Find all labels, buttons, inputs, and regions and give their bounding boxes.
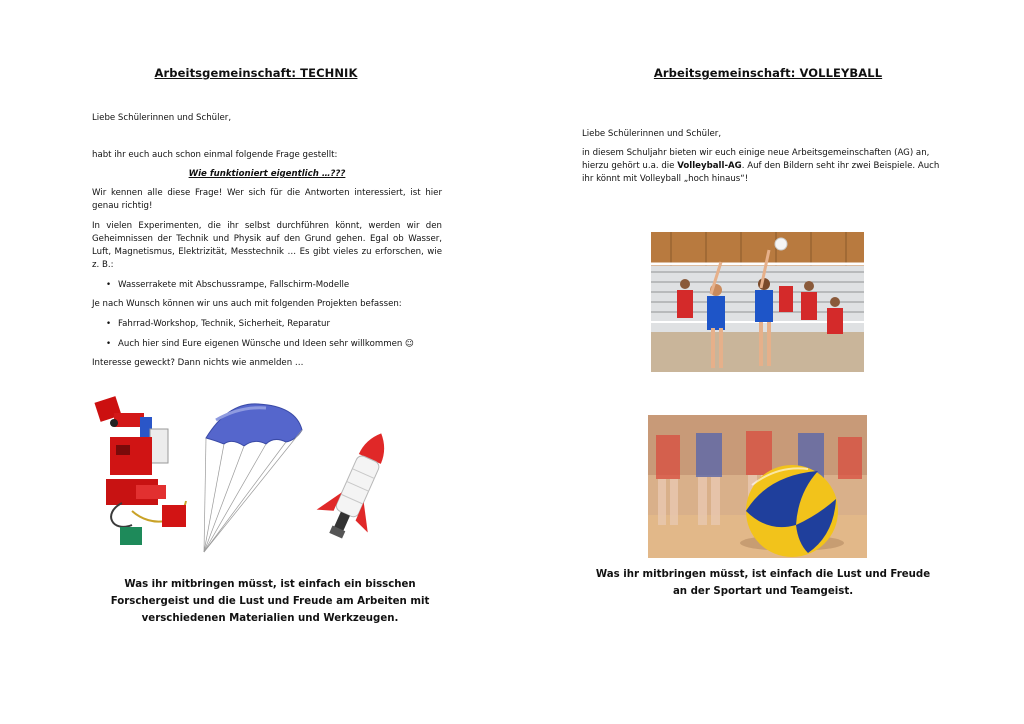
- volleyball-ag-name: Volleyball-AG: [677, 161, 742, 171]
- technik-closing-line: verschiedenen Materialien und Werkzeugen.: [141, 613, 399, 624]
- volleyball-para-pre: in diesem Schuljahr bieten wir euch einige neue Arbeitsgemeinschaften (AG) an, hierzu gehört u.a. die: [582, 148, 930, 171]
- technik-closing-line: Was ihr mitbringen müsst, ist einfach ein bisschen: [124, 579, 416, 590]
- volleyball-greeting: Liebe Schülerinnen und Schüler,: [582, 129, 722, 139]
- robot-image: [92, 393, 196, 553]
- volleyball-closing-line: an der Sportart und Teamgeist.: [672, 586, 854, 597]
- technik-para1: Wir kennen alle diese Frage! Wer sich für die Antworten interessiert, ist hier genau richtig!: [92, 188, 442, 211]
- volleyball-page: [512, 0, 1024, 724]
- technik-closing: [80, 576, 460, 627]
- technik-bullet: • Auch hier sind Eure eigenen Wünsche und Ideen sehr willkommen ☺: [92, 338, 442, 351]
- technik-para3: Je nach Wunsch können wir uns auch mit folgenden Projekten befassen:: [92, 299, 402, 309]
- technik-bullet: • Wasserrakete mit Abschussrampe, Fallschirm-Modelle: [92, 279, 442, 292]
- technik-para4: Interesse geweckt? Dann nichts wie anmelden …: [92, 358, 304, 368]
- volleyball-ball-photo: [648, 415, 867, 558]
- volleyball-action-photo: [651, 232, 864, 372]
- volleyball-paragraph: [582, 147, 940, 186]
- volleyball-body: [582, 128, 940, 186]
- technik-title: Arbeitsgemeinschaft: TECHNIK: [154, 66, 358, 80]
- rocket-image: [308, 424, 404, 556]
- parachute-image: [196, 400, 306, 556]
- technik-greeting: Liebe Schülerinnen und Schüler,: [92, 113, 232, 123]
- volleyball-closing: [578, 566, 948, 600]
- technik-question-intro: habt ihr euch auch schon einmal folgende Frage gestellt:: [92, 150, 338, 160]
- technik-para2: In vielen Experimenten, die ihr selbst durchführen könnt, werden wir den Geheimnissen der Technik und Physik auf den Grund gehen. Egal ob Wasser, Luft, Magnetismus, Elektrizität, Messtechnik … Es gibt vieles zu erforschen, wie z. B.:: [92, 221, 442, 270]
- volleyball-closing-line: Was ihr mitbringen müsst, ist einfach die Lust und Freude: [595, 569, 931, 580]
- technik-bullet: • Fahrrad-Workshop, Technik, Sicherheit, Reparatur: [92, 318, 442, 331]
- technik-closing-line: Forschergeist und die Lust und Freude am Arbeiten mit: [110, 596, 430, 607]
- technik-question: Wie funktioniert eigentlich …???: [188, 169, 346, 179]
- technik-body: [92, 112, 442, 370]
- volleyball-title: Arbeitsgemeinschaft: VOLLEYBALL: [653, 66, 883, 80]
- volleyball-para-post: . Auf den Bildern seht ihr zwei Beispiele. Auch ihr könnt mit Volleyball „hoch hinaus“!: [582, 161, 940, 184]
